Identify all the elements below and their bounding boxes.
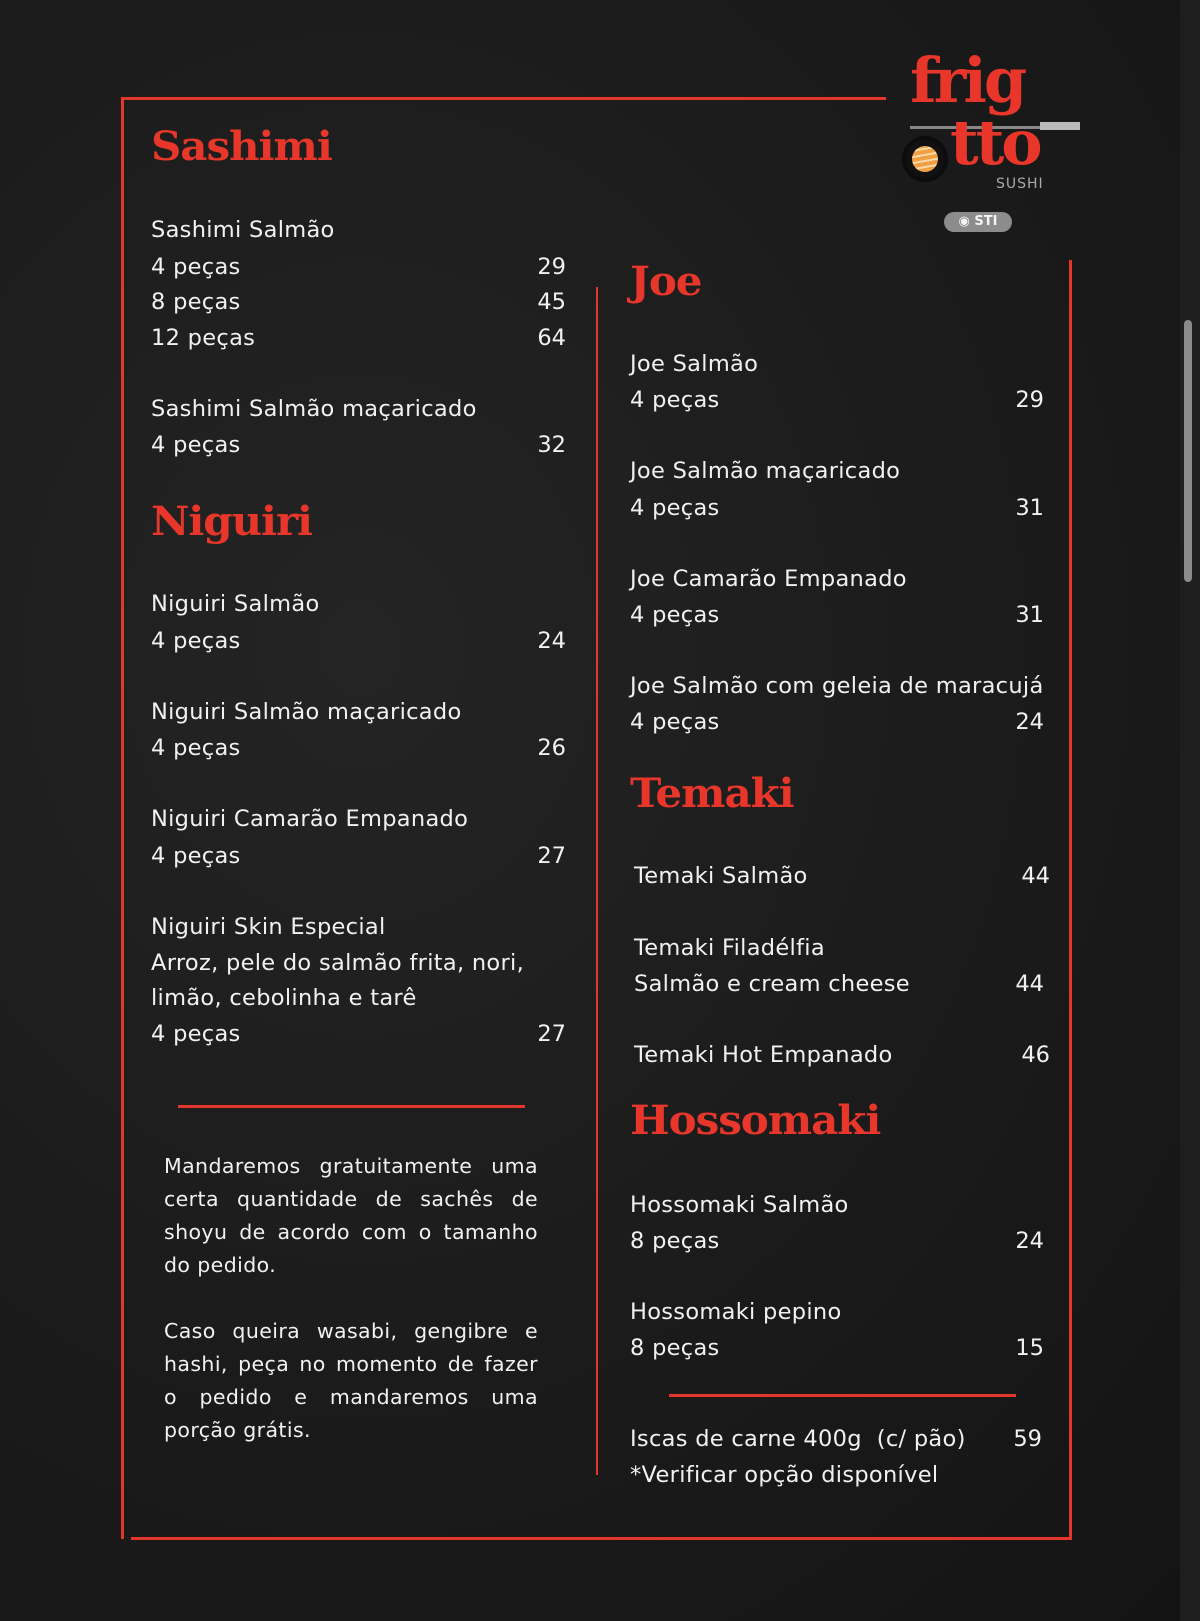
column-divider bbox=[596, 287, 598, 1475]
item-qty: 8 peças bbox=[630, 1335, 720, 1361]
item-name: Hossomaki pepino bbox=[630, 1299, 842, 1325]
item-price: 15 bbox=[1015, 1335, 1044, 1361]
item-price: 29 bbox=[1015, 387, 1044, 413]
note-line: porção grátis. bbox=[164, 1418, 311, 1442]
note-line: o pedido e mandaremos uma bbox=[164, 1385, 538, 1409]
logo-subtitle: SUSHI bbox=[996, 176, 1044, 192]
item-price: 31 bbox=[1015, 602, 1044, 628]
item-qty: 4 peças bbox=[151, 254, 241, 280]
item-name: Temaki Salmão bbox=[634, 863, 808, 889]
item-name: Sashimi Salmão bbox=[151, 217, 335, 243]
section-title-hossomaki: Hossomaki bbox=[630, 1097, 881, 1144]
item-qty: 4 peças bbox=[630, 495, 720, 521]
note-line: shoyu de acordo com o tamanho bbox=[164, 1220, 538, 1244]
item-name: Sashimi Salmão maçaricado bbox=[151, 396, 477, 422]
frame-left-line bbox=[121, 97, 124, 1539]
section-title-temaki: Temaki bbox=[630, 770, 794, 817]
frame-top-line bbox=[122, 97, 886, 100]
item-name: Niguiri Salmão maçaricado bbox=[151, 699, 462, 725]
item-qty: 4 peças bbox=[151, 843, 241, 869]
item-name: Temaki Filadélfia bbox=[634, 935, 825, 961]
section-title-joe: Joe bbox=[630, 258, 702, 305]
location-label: STI bbox=[974, 214, 998, 229]
location-badge[interactable] bbox=[944, 212, 1012, 232]
extra-item-note: *Verificar opção disponível bbox=[630, 1462, 939, 1488]
extra-divider bbox=[669, 1394, 1016, 1397]
item-price: 24 bbox=[1015, 709, 1044, 735]
frame-bottom-line bbox=[131, 1537, 1072, 1540]
brand-logo bbox=[900, 44, 1090, 200]
item-qty: 12 peças bbox=[151, 325, 256, 351]
note-line: hashi, peça no momento de fazer bbox=[164, 1352, 538, 1376]
item-name: Niguiri Camarão Empanado bbox=[151, 806, 469, 832]
item-qty: 8 peças bbox=[630, 1228, 720, 1254]
notes-divider bbox=[178, 1105, 525, 1108]
item-qty: 4 peças bbox=[630, 602, 720, 628]
item-price: 64 bbox=[537, 325, 566, 351]
logo-text-top: frig bbox=[910, 44, 1025, 117]
item-price: 24 bbox=[1015, 1228, 1044, 1254]
note-line: certa quantidade de sachês de bbox=[164, 1187, 538, 1211]
item-qty: 4 peças bbox=[630, 709, 720, 735]
item-qty: 8 peças bbox=[151, 289, 241, 315]
item-price: 31 bbox=[1015, 495, 1044, 521]
item-price: 44 bbox=[1021, 863, 1050, 889]
item-name: Temaki Hot Empanado bbox=[634, 1042, 893, 1068]
extra-item-price: 59 bbox=[1013, 1426, 1042, 1452]
item-name: Joe Salmão maçaricado bbox=[630, 458, 901, 484]
note-shoyu bbox=[164, 1150, 538, 1282]
sushi-roll-icon bbox=[902, 136, 948, 182]
item-price: 44 bbox=[1015, 971, 1044, 997]
item-price: 26 bbox=[537, 735, 566, 761]
note-line: Mandaremos gratuitamente uma bbox=[164, 1154, 538, 1178]
item-description: limão, cebolinha e tarê bbox=[151, 985, 417, 1011]
item-name: Niguiri Skin Especial bbox=[151, 914, 386, 940]
item-price: 24 bbox=[537, 628, 566, 654]
note-wasabi bbox=[164, 1315, 538, 1447]
item-price: 45 bbox=[537, 289, 566, 315]
item-price: 27 bbox=[537, 843, 566, 869]
item-price: 32 bbox=[537, 432, 566, 458]
extra-item-name: Iscas de carne 400g (c/ pão) bbox=[630, 1426, 966, 1452]
item-qty: 4 peças bbox=[151, 735, 241, 761]
item-price: 46 bbox=[1021, 1042, 1050, 1068]
scrollbar-track[interactable] bbox=[1180, 0, 1200, 1621]
item-price: 29 bbox=[537, 254, 566, 280]
item-qty: 4 peças bbox=[151, 1021, 241, 1047]
item-price: 27 bbox=[537, 1021, 566, 1047]
item-name: Joe Camarão Empanado bbox=[630, 566, 907, 592]
item-description: Salmão e cream cheese bbox=[634, 971, 910, 997]
section-title-sashimi: Sashimi bbox=[151, 123, 332, 170]
item-name: Hossomaki Salmão bbox=[630, 1192, 849, 1218]
scrollbar-thumb[interactable] bbox=[1184, 320, 1192, 582]
item-name: Joe Salmão bbox=[630, 351, 759, 377]
item-qty: 4 peças bbox=[151, 628, 241, 654]
note-line: do pedido. bbox=[164, 1253, 277, 1277]
item-name: Joe Salmão com geleia de maracujá bbox=[630, 673, 1044, 699]
item-qty: 4 peças bbox=[630, 387, 720, 413]
chopstick-tip-icon bbox=[1040, 122, 1080, 130]
item-description: Arroz, pele do salmão frita, nori, bbox=[151, 950, 525, 976]
item-name: Niguiri Salmão bbox=[151, 591, 320, 617]
item-qty: 4 peças bbox=[151, 432, 241, 458]
section-title-niguiri: Niguiri bbox=[151, 498, 312, 545]
location-pin-icon: ◉ bbox=[958, 214, 975, 229]
frame-right-line bbox=[1069, 260, 1072, 1540]
logo-text-bottom: tto bbox=[950, 106, 1040, 179]
note-line: Caso queira wasabi, gengibre e bbox=[164, 1319, 538, 1343]
